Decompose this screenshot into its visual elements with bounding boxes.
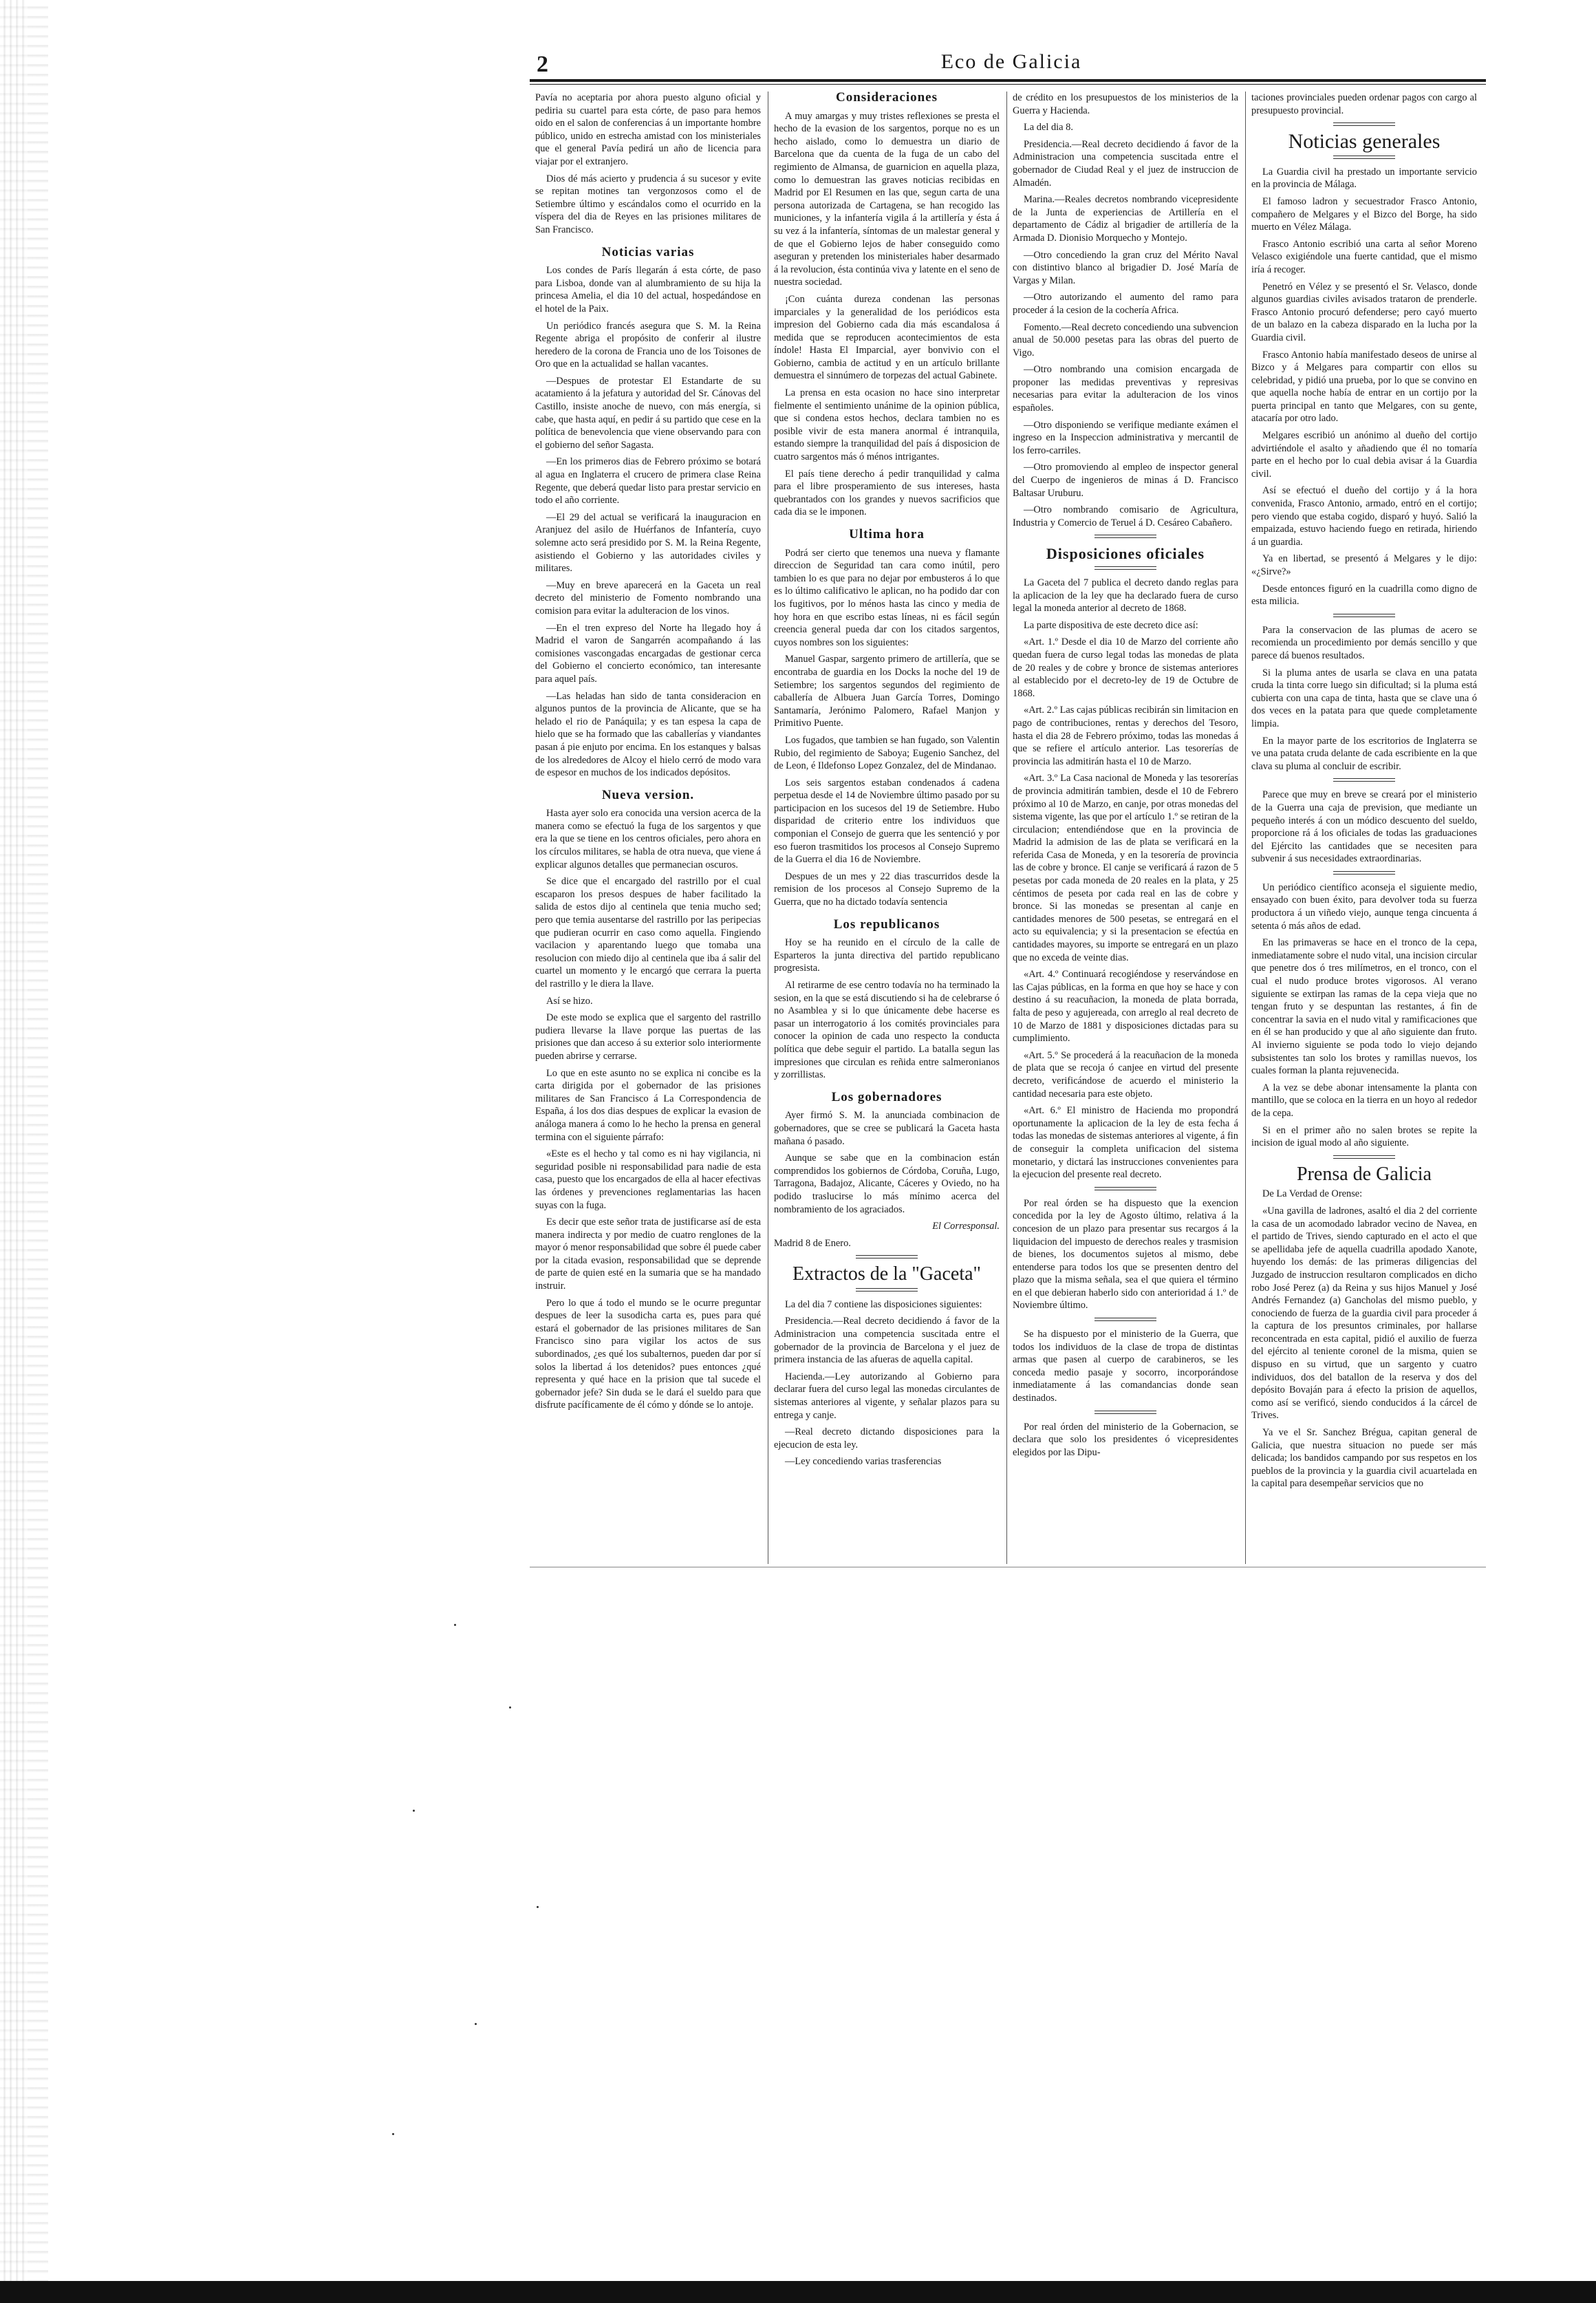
column-3 (1013, 92, 1238, 1564)
paragraph: —Otro nombrando comisario de Agricultura, Industria y Comercio de Teruel á D. Cesáreo Cabañero. (1013, 504, 1238, 528)
paragraph: La prensa en esta ocasion no hace sino interpretar fielmente el sentimiento unánime de la opinion pública, que si condena estos hechos, declara tambien no es posible vivir de esta manera anormal é intranquila, estando siempre la tranquilidad del país á disposicion de cuatro sargentos más ó ménos intrigantes. (774, 387, 1000, 463)
paragraph: Lo que en este asunto no se explica ni concibe es la carta dirigida por el gobernador de las prisiones militares de San Francisco á La Correspondencia de España, á los dos dias despues de explicar la evasion de análoga manera á como lo he hecho la prensa en general termina con el siguiente párrafo: (535, 1067, 761, 1143)
paragraph: —Otro promoviendo al empleo de inspector general del Cuerpo de ingenieros de minas á D. Francisco Baltasar Uruburu. (1013, 462, 1238, 499)
paragraph: —El 29 del actual se verificará la inauguracion en Aranjuez del asilo de Huérfanos de Infantería, cuyo solemne acto será presidido por S. M. la Reina Regente, asistiendo el Gobierno y las autoridades civiles y militares. (535, 511, 761, 575)
paragraph: Ya en libertad, se presentó á Melgares y le dijo: «¿Sirve?» (1251, 553, 1477, 577)
paragraph: La parte dispositiva de este decreto dice así: (1024, 619, 1198, 631)
running-title: Eco de Galicia (940, 50, 1082, 73)
paragraph: Fomento.—Real decreto concediendo una subvencion anual de 50.000 pesetas para las obras del puerto de Vigo. (1013, 321, 1238, 358)
speck (413, 1810, 415, 1812)
paragraph: La Gaceta del 7 publica el decreto dando reglas para la aplicacion de la ley que ha declarado fuera de curso legal la moneda anterior al decreto de 1868. (1013, 577, 1238, 614)
paragraph: —Las heladas han sido de tanta consideracion en algunos puntos de la provincia de Alicante, que se ha helado el rio de Panáquila; y es tan espesa la capa de hielo que se ha formado que las caballerías y viandantes pasan á pie enjuto por encima. En los estanques y balsas de los alrededores de Alcoy el hielo cerró de modo vara de espesor en muchos de los indicados depósitos. (535, 690, 761, 779)
paragraph: Melgares escribió un anónimo al dueño del cortijo advirtiéndole el asalto y añadiendo que él no tomaría parte en el hecho por lo cual debia avisar á la Guardia civil. (1251, 430, 1477, 480)
section-heading: Ultima hora (849, 527, 925, 542)
separator (856, 1255, 918, 1258)
scan-edge-noise-2 (0, 0, 28, 2303)
separator (1333, 122, 1395, 126)
section-heading: Consideraciones (836, 92, 938, 105)
section-heading: Disposiciones oficiales (1046, 545, 1205, 563)
paragraph: —Otro concediendo la gran cruz del Mérito Naval con distintivo blanco al brigadier D. José María de Vargas y Milan. (1013, 249, 1238, 286)
paragraph: En las primaveras se hace en el tronco de la cepa, inmediatamente sobre el nudo vital, una incision circular que penetre dos ó tres milímetros, en el tronco, con el cual el nudo produce brotes vigorosos. Al verano siguiente se extirpan las ramas de la cepa vieja que no tengan fruto y se despuntan las restantes, á fin de concentrar la savia en el nudo vital y ramificaciones que en él se han producido y que al año siguiente dan fruto. Al invierno siguiente se poda todo lo viejo dejando subsistentes tan solo los brotes y ramillas nuevos, los cuales forman la planta rejuvenecida. (1251, 937, 1477, 1077)
header-rule (530, 79, 1486, 82)
paragraph: Ya ve el Sr. Sanchez Brégua, capitan general de Galicia, que nuestra situacion no puede ser más delicada; los bandidos campando por sus respetos en los pueblos de la provincia y la guardia civil acuartelada en la capital para desempeñar servicios que no (1251, 1427, 1477, 1490)
section-heading: Noticias varias (601, 244, 695, 259)
paragraph: Ayer firmó S. M. la anunciada combinacion de gobernadores, que se cree se publicará la Gaceta hasta mañana ó pasado. (774, 1110, 1000, 1147)
paragraph: Si en el primer año no salen brotes se repite la incision de igual modo al año siguiente. (1251, 1124, 1477, 1149)
paragraph: Si la pluma antes de usarla se clava en una patata cruda la tinta corre luego sin dificultad; si la pluma está cubierta con una capa de tinta, hasta que se clave una ó dos veces en la patata para que quede completamente limpia. (1251, 667, 1477, 729)
paragraph: —Muy en breve aparecerá en la Gaceta un real decreto del ministerio de Fomento nombrando una comision para evitar la adulteracion de los vinos. (535, 579, 761, 617)
speck (392, 2133, 394, 2135)
paragraph: «Art. 5.º Se procederá á la reacuñacion de la moneda de plata que se recoja ó canjee en virtud del presente decreto, verificándose de acuerdo el ministerio la cantidad necesaria para este objeto. (1013, 1049, 1238, 1100)
paragraph: Despues de un mes y 22 dias trascurridos desde la remision de los procesos al Consejo Supremo de la Guerra, que no ha dictado todavía sentencia (774, 870, 1000, 908)
paragraph: Un periódico científico aconseja el siguiente medio, ensayado con buen éxito, para devolver toda su fuerza productora á un viñedo viejo, aunque tenga cincuenta á setenta ó más años de edad. (1251, 881, 1477, 932)
paragraph: Dios dé más acierto y prudencia á su sucesor y evite se repitan motines tan vergonzosos como el de Setiembre último y escándalos como el ocurrido en la víspera del dia de Reyes en las prisiones militares de San Francisco. (535, 173, 761, 235)
paragraph: De este modo se explica que el sargento del rastrillo pudiera llevarse la llave porque las puertas de las prisiones que dan acceso á su exterior solo interiormente pueden abrirse y cerrarse. (535, 1012, 761, 1062)
separator (856, 1288, 918, 1292)
paragraph: Se ha dispuesto por el ministerio de la Guerra, que todos los individuos de la clase de tropa de distintas armas que pasen al cuerpo de carabineros, se les conceda medio pasaje y socorro, incorporándose inmediatamente á las comandancias donde sean destinados. (1013, 1329, 1238, 1404)
page-header (530, 38, 1486, 79)
paragraph: «Art. 1.º Desde el dia 10 de Marzo del corriente año quedan fuera de curso legal todas las monedas de plata de 20 reales y de cobre y bronce de sistemas anteriores al establecido por el decreto-ley de 19 de Octubre de 1868. (1013, 636, 1238, 699)
paragraph: Aunque se sabe que en la combinacion están comprendidos los gobiernos de Córdoba, Coruña, Lugo, Tarragona, Badajoz, Alicante, Cáceres y Oviedo, no ha podido traslucirse lo más mínimo acerca del nombramiento de los agraciados. (774, 1153, 1000, 1215)
paragraph: —Otro autorizando el aumento del ramo para proceder á la cesion de la cochería Africa. (1013, 292, 1238, 316)
paragraph: —Otro disponiendo se verifique mediante exámen el ingreso en la Inspeccion administrativa y mercantil de los ferro-carriles. (1013, 419, 1238, 456)
paragraph: —Ley concediendo varias trasferencias (785, 1456, 942, 1468)
speck (454, 1624, 456, 1626)
separator (1094, 1187, 1156, 1190)
paragraph: Pavía no aceptaria por ahora puesto alguno oficial y pediria su cuartel para esta córte, de paso para hemos oido en el salon de conferencias á un importante hombre público, unido en estrecha amistad con los ministeriales que el general Pavía pedirá un año de licencia para viajar por el extranjero. (535, 92, 761, 167)
paragraph: Pero lo que á todo el mundo se le ocurre preguntar despues de leer la susodicha carta es, pues para qué estará el gobernador de las prisiones militares de San Francisco sino para vigilar los actos de sus subordinados, ¿es qué los subalternos, pueden dar por sí solos la libertad á los detenidos? pues entonces ¿qué representa y qué hace en la prision que tal sucede el gobernador jefe? Sin duda se le dará el sueldo para que disfrute pacíficamente de él cómo y dónde se lo antoje. (535, 1297, 761, 1411)
paragraph: Penetró en Vélez y se presentó el Sr. Velasco, donde algunos guardias civiles avisados trataron de prenderle. Frasco Antonio procuró defenderse; pero cayó muerto de un balazo en la cabeza disparado en la lucha por la Guardia civil. (1251, 281, 1477, 343)
paragraph: La Guardia civil ha prestado un importante servicio en la provincia de Málaga. (1251, 166, 1477, 191)
paragraph: A muy amargas y muy tristes reflexiones se presta el hecho de la evasion de los sargentos, porque no es un hecho aislado, como lo demuestra un diario de Barcelona que da cuenta de la fuga de un cabo del regimiento de Almansa, de guarnicion en aquella plaza, como lo demuestran las graves noticias recibidas en Madrid por El Resumen en las que, segun carta de una persona autorizada de Cartagena, se han recogido las municiones, y la infantería vigila á la artillería y ésta á su vez á la infantería, síntomas de un malestar general y de que el Gobierno lejos de haber conseguido como aseguran y pretenden los ministeriales haber desarmado á la revolucion, ésta continúa viva y latente en el seno de nuestra sociedad. (774, 110, 1000, 288)
paragraph: Por real órden se ha dispuesto que la exencion concedida por la ley de Agosto último, relativa á la concesion de un plazo para presentar sus recargos á la liquidacion del impuesto de derechos reales y trasmision de bienes, los documentos sujetos al mismo, debe entenderse para todos los que se presenten dentro del plazo que la misma señala, sea el que quiera el término en el que debieran haberlo sido con anterioridad á 1.º de Noviembre último. (1013, 1197, 1238, 1311)
separator (1094, 535, 1156, 538)
separator (1333, 778, 1395, 782)
section-heading-large: Prensa de Galicia (1297, 1163, 1432, 1185)
paragraph: Hasta ayer solo era conocida una version acerca de la manera como se efectuó la fuga de los sargentos y que era la que se tiene en los centros oficiales, pero ahora en los círculos militares, se habla de otra nueva, que viene á explicar algunos detalles que permanecian oscuros. (535, 808, 761, 870)
paragraph: Se dice que el encargado del rastrillo por el cual escaparon los presos despues de haber facilitado la salida de estos dijo al centinela que tenia mucho sed; pero que temia ausentarse del rastrillo por las peripecias que pudieran ocurrir en caso como aquella. Fingiendo vacilacion y aparentando luego que tomaba una resolucion con miedo dijo al centinela que iba á salir del cuartel un momento y le encargó que cerrara la puerta del rastrillo y le diera la llave. (535, 876, 761, 989)
section-heading: Nueva version. (601, 787, 695, 802)
separator (1094, 566, 1156, 570)
column-divider (1245, 92, 1246, 1564)
paragraph: El famoso ladron y secuestrador Frasco Antonio, compañero de Melgares y el Bizco del Borge, ha sido muerto en Vélez Málaga. (1251, 195, 1477, 233)
paragraph: —En el tren expreso del Norte ha llegado hoy á Madrid el varon de Sangarrén acompañando á las comisiones vascongadas encargadas de gestionar cerca del Gobierno el concierto económico, tan interesante para aquel país. (535, 622, 761, 685)
paragraph: Marina.—Reales decretos nombrando vicepresidente de la Junta de experiencias de Artillería en el departamento de Cádiz al brigadier de artillería de la Armada D. Dionisio Morquecho y Montejo. (1013, 194, 1238, 244)
section-heading-large: Extractos de la "Gaceta" (792, 1263, 981, 1285)
paragraph: Al retirarme de ese centro todavía no ha terminado la sesion, en la que se está discutiendo si ha de celebrarse ó no Asamblea y si lo que únicamente debe hacerse es pasar un interrogatorio á los comités provinciales para conocer la opinion de cada uno respecto la conducta política que debe seguir el partido. La batalla segun las impresiones que circulan es reñida entre salmeronianos y zorrillistas. (774, 980, 1000, 1081)
newspaper-page (530, 38, 1486, 1572)
column-1 (535, 92, 761, 1564)
paragraph: «Una gavilla de ladrones, asaltó el dia 2 del corriente la casa de un acomodado labrador vecino de Navea, en el partido de Trives, siendo capturado en el acto el que se apellidaba jefe de aquella cuadrilla apodado Xanote, huyendo los demás: de las primeras diligencias del Juzgado de instruccion resultaron complicados en dicho robo José Perez (a) da Reina y sus hijos Manuel y José Andrés Fernandez (a) Gancholas del mismo pueblo, y conociendo de fuerza de la guardia civil para proceder á la captura de los presuntos criminales, por hallarse reconcentrada en esta capital, pidió el auxilio de fuerza del ejército al teniente coronel de la misma, quien se dispuso en su virtud, que un sargento y cuatro individuos, dos del batallon de la reserva y dos del depósito Bovaján para á efecto la prision de aquellos, como así se verificó, siendo conducidos á la cárcel de Trives. (1251, 1205, 1477, 1422)
paragraph: «Art. 4.º Continuará recogiéndose y reservándose en las Cajas públicas, en la forma en que hoy se hace y con destino á su reacuñacion, la moneda de plata borrada, falta de peso y agujereada, con arreglo al real decreto de 10 de Marzo de 1881 y disposiciones dictadas para su cumplimiento. (1013, 969, 1238, 1045)
paragraph: Un periódico francés asegura que S. M. la Reina Regente abriga el propósito de conferir al ilustre heredero de la corona de Francia uno de los Toisones de Oro que en la actualidad se hallan vacantes. (535, 320, 761, 370)
paragraph: Así se hizo. (546, 995, 593, 1007)
paragraph: Hoy se ha reunido en el círculo de la calle de Esparteros la junta directiva del partido republicano progresista. (774, 937, 1000, 974)
separator (1333, 156, 1395, 159)
paragraph: —En los primeros dias de Febrero próximo se botará al agua en Inglaterra el crucero de primera clase Reina Regente, que deberá quedar listo para prestar servicio en todo el año corriente. (535, 456, 761, 506)
paragraph: El país tiene derecho á pedir tranquilidad y calma para el libre prosperamiento de sus intereses, hasta quebrantados con los grandes y nuevos sacrificios que cada dia se le imponen. (774, 468, 1000, 518)
paragraph: Frasco Antonio escribió una carta al señor Moreno Velasco exigiéndole una fuerte cantidad, que el mismo iría á recoger. (1251, 238, 1477, 275)
paragraph: A la vez se debe abonar intensamente la planta con mantillo, que se coloca en la tierra en un hoyo al rededor de la cepa. (1251, 1082, 1477, 1119)
paragraph: Para la conservacion de las plumas de acero se recomienda un procedimiento por demás sencillo y que parece dá buenos resultados. (1251, 624, 1477, 661)
paragraph: de crédito en los presupuestos de los ministerios de la Guerra y Hacienda. (1013, 92, 1238, 116)
paragraph: Podrá ser cierto que tenemos una nueva y flamante direccion de Seguridad tan cara como inútil, pero tambien lo es que para no dejar por embusteros á lo que es lo último calificativo le aplican, no ha podido dar con los fugitivos, por lo ménos hasta las cinco y media de hoy hora en que escribo estas líneas, ni es fácil según creencia general pueda dar con los citados sargentos, cuyos nombres son los siguientes: (774, 547, 1000, 648)
paragraph: Así se efectuó el dueño del cortijo y á la hora convenida, Frasco Antonio, armado, entró en el cortijo; pero viendo que estaba cogido, disparó y huyó. Salió la empaizada, estuvo haciendo fuego en retirada, hiriendo á un guardia. (1251, 485, 1477, 548)
column-divider (1006, 92, 1007, 1564)
scan-specks (371, 1583, 647, 2271)
paragraph: Presidencia.—Real decreto decidiendo á favor de la Administracion una competencia suscitada entre el gobernador de la provincia de Barcelona y el juez de primera instancia de las afueras de aquella capital. (774, 1316, 1000, 1366)
paragraph: Es decir que este señor trata de justificarse así de esta manera indirecta y por medio de cuatro renglones de la mayor ó menor responsabilidad que sobre él puede caber por la citada evasion, responsabilidad que se deprende de parte de quien esté en la sumaria que se ha mandado instruir. (535, 1217, 761, 1292)
paragraph: —Otro nombrando una comision encargada de proponer las medidas preventivas y represivas necesarias para evitar la adulteracion de los vinos españoles. (1013, 364, 1238, 414)
paragraph: Los condes de París llegarán á esta córte, de paso para Lisboa, donde van al alumbramiento de su hija la princesa Amelia, el dia 10 del actual, hospedándose en el hotel de la Paix. (535, 265, 761, 314)
signature: El Corresponsal. (932, 1221, 1000, 1232)
paragraph: —Real decreto dictando disposiciones para la ejecucion de esta ley. (774, 1426, 1000, 1450)
paragraph: «Art. 6.º El ministro de Hacienda mo propondrá oportunamente la aplicacion de la ley de esta fecha á todas las monedas de sistemas anteriores al vigente, á fin de conseguir la completa unificacion del sistema monetario, y dictará las instrucciones convenientes para la ejecucion del presente real decreto. (1013, 1105, 1238, 1181)
page-number: 2 (537, 52, 548, 77)
column-2 (774, 92, 1000, 1564)
section-heading-large: Noticias generales (1288, 130, 1441, 153)
paragraph: «Art. 2.º Las cajas públicas recibirán sin limitacion en pago de contribuciones, rentas y derechos del Tesoro, hasta el dia 28 de Febrero próximo, todas las monedas á que se refiere el artículo anterior. Las tesorerías de provincia las admitirán hasta el 10 de Marzo. (1013, 705, 1238, 767)
section-heading: Los gobernadores (831, 1089, 942, 1104)
paragraph: Los fugados, que tambien se han fugado, son Valentin Rubio, del regimiento de Saboya; Eugenio Sanchez, del de Leon, é Ildefonso Lopez Gonzalez, del de Mindanao. (774, 734, 1000, 772)
section-heading: Los republicanos (833, 917, 940, 932)
paragraph: ¡Con cuánta dureza condenan las personas imparciales y la generalidad de los periódicos esta impresion del Gobierno cada dia más escandalosa á medida que se reproducen acontecimientos de esta índole! Hasta El Imparcial, ayer bonvivio con el Gobierno, cambia de actitud y en un artículo brillante demuestra el sinnúmero de torpezas del actual Gabinete. (774, 293, 1000, 382)
paragraph: Frasco Antonio había manifestado deseos de unirse al Bizco y á Melgares para compartir con ellos su celebridad, y pidió una prueba, por lo que se convino en que aquella noche había de entrar en un cortijo por la puerta principal en tanto que Melgares, con su gente, atacaría por otro lado. (1251, 349, 1477, 425)
paragraph: La del dia 8. (1024, 122, 1073, 133)
separator (1333, 614, 1395, 617)
scan-bottom-band (0, 2281, 1596, 2303)
paragraph: —Despues de protestar El Estandarte de su acatamiento á la jefatura y autoridad del Sr. Cánovas del Castillo, insiste anoche de nuevo, con más energía, si cabe, que hasta aquí, en pedir á su partido que cese en la política de benevolencia que viene observando para con el gobierno del señor Sagasta. (535, 375, 761, 451)
separator (1094, 1318, 1156, 1321)
paragraph: Presidencia.—Real decreto decidiendo á favor de la Administracion una competencia suscitada entre el gobernador de Ciudad Real y el juez de instruccion de Almadén. (1013, 138, 1238, 189)
header-rule-thin (530, 84, 1486, 85)
paragraph: De La Verdad de Orense: (1262, 1188, 1363, 1200)
paragraph: Desde entonces figuró en la cuadrilla como digno de esta milicia. (1251, 583, 1477, 608)
column-4 (1251, 92, 1477, 1564)
paragraph: taciones provinciales pueden ordenar pagos con cargo al presupuesto provincial. (1251, 92, 1477, 116)
speck (475, 2023, 477, 2025)
speck (509, 1706, 511, 1708)
paragraph: Por real órden del ministerio de la Gobernacion, se declara que solo los presidentes ó vicepresidentes elegidos por las Dipu- (1013, 1421, 1238, 1458)
paragraph: «Art. 3.º La Casa nacional de Moneda y las tesorerías de provincia admitirán tambien, desde el 10 de Febrero próximo al 10 de Marzo, en canje, por otras monedas del sistema vigente, las que por el artículo 1.º se retiran de la circulacion; entendiéndose que en la provincia de Madrid la admision de las de plata se verificará en la referida Casa de Moneda, y en la tesorería de provincia las de cobre y bronce. El canje se verificará á razon de 5 pesetas por cada moneda de 20 reales en la plata, y 25 céntimos de peseta por cada real en las de cobre y bronce. Si las monedas se presentan al canje en cantidades menores de 500 pesetas, se entregará en el acto su equivalencia; y si la presentacion se efectúa en cantidades mayores, su importe se entregará en un plazo que no exceda de veinte dias. (1013, 773, 1238, 963)
paragraph: Hacienda.—Ley autorizando al Gobierno para declarar fuera del curso legal las monedas circulantes de sistemas anteriores al vigente, y señalar plazos para su entrega y canje. (774, 1371, 1000, 1421)
speck (537, 1906, 539, 1908)
paragraph: Los seis sargentos estaban condenados á cadena perpetua desde el 14 de Noviembre último pasado por su participacion en los sucesos del 19 de Setiembre. Hubo disparidad de criterio entre los individuos que componian el Consejo de guerra que les sentenció y por eso fueron trasmitidos los procesos al Consejo Supremo de la Guerra el dia 16 de Noviembre. (774, 777, 1000, 866)
separator (1094, 1411, 1156, 1414)
paragraph: La del dia 7 contiene las disposiciones siguientes: (785, 1298, 982, 1310)
paragraph: Parece que muy en breve se creará por el ministerio de la Guerra una caja de prevision, que mediante un pequeño interés á con un módico descuento del sueldo, proporcione rá á los oficiales de todas las graduaciones del Ejército las cantidades que se necesiten para subvenir á sus necesidades extraordinarias. (1251, 789, 1477, 865)
paragraph: En la mayor parte de los escritorios de Inglaterra se ve una patata cruda delante de cada escribiente en la que clava su pluma al concluir de escribir. (1251, 735, 1477, 772)
paragraph: Manuel Gaspar, sargento primero de artillería, que se encontraba de guardia en los Docks la noche del 19 de Setiembre; los sargentos segundos del regimiento de caballería de Albuera Juan García Torres, Domingo Santamaría, Jerónimo Palomero, Rafael Manjon y Primitivo Puente. (774, 654, 1000, 729)
dateline: Madrid 8 de Enero. (774, 1237, 851, 1249)
separator (1333, 1155, 1395, 1159)
paragraph: «Este es el hecho y tal como es ni hay vigilancia, ni seguridad posible ni responsabilidad para nadie de esta casa, puesto que los encargados de ella al hacer efectivas las órdenes y prevenciones reglamentarias las hacen suyas con la fuga. (535, 1148, 761, 1211)
separator (1333, 871, 1395, 875)
